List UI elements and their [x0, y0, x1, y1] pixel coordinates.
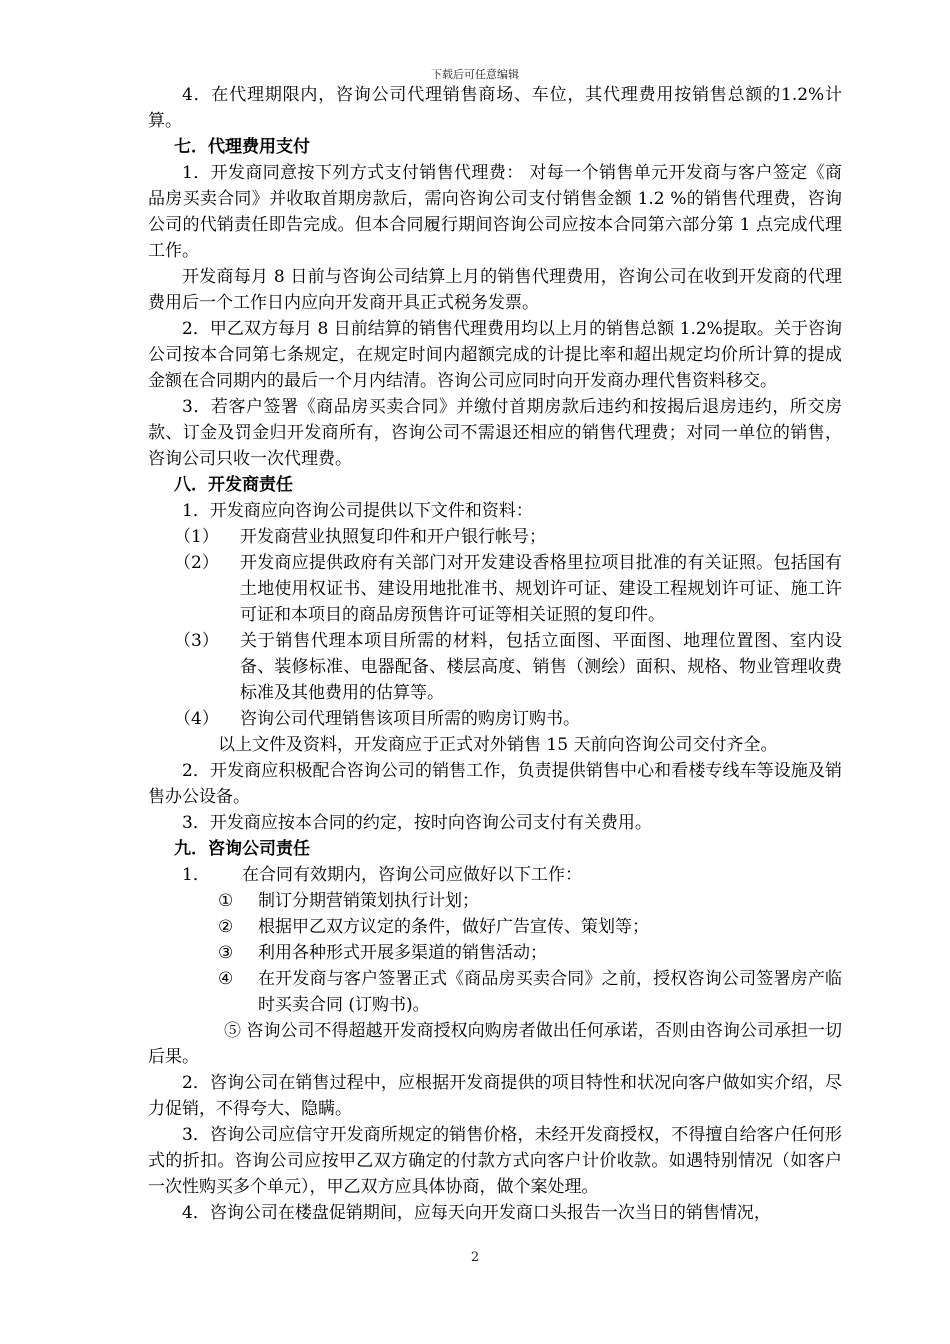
section9-paragraph-4: 4．咨询公司在楼盘促销期间，应每天向开发商口头报告一次当日的销售情况， — [182, 1203, 771, 1223]
section7-heading: 七．代理费用支付 — [174, 137, 310, 157]
section8-note: 以上文件及资料，开发商应于正式对外销售 15 天前向咨询公司交付齐全。 — [218, 735, 778, 755]
list-item-text: 制订分期营销策划执行计划； — [258, 891, 479, 911]
section9-heading: 九．咨询公司责任 — [174, 839, 310, 859]
list-item-text: 利用各种形式开展多渠道的销售活动； — [258, 943, 547, 963]
page-number: 2 — [470, 1250, 480, 1265]
section8-heading: 八．开发商责任 — [174, 475, 293, 495]
list-item — [148, 550, 842, 628]
list-item-number: （2） — [174, 553, 219, 573]
list-item-number: 1． — [182, 865, 210, 885]
list-item-text: 根据甲乙双方议定的条件，做好广告宣传、策划等； — [258, 917, 649, 937]
section7-paragraph-1: 1．开发商同意按下列方式支付销售代理费： 对每一个销售单元开发商与客户签定《商品房买卖合同》并收取首期房款后，需向咨询公司支付销售金额 1.2 %的销售代理费，咨询公司的代销责任即告完成。但本合同履行期间咨询公司应按本合同第六部分第 1 点完成代理工作。 — [148, 163, 842, 261]
section8-paragraph-2: 2．开发商应积极配合咨询公司的销售工作，负责提供销售中心和看楼专线车等设施及销售办公设备。 — [148, 761, 842, 807]
section7-paragraph-1b: 开发商每月 8 日前与咨询公司结算上月的销售代理费用，咨询公司在收到开发商的代理费用后一个工作日内应向开发商开具正式税务发票。 — [148, 267, 842, 313]
list-item-text: 咨询公司代理销售该项目所需的购房订购书。 — [240, 709, 580, 729]
list-item-text: 在合同有效期内，咨询公司应做好以下工作： — [242, 865, 582, 885]
section9-item-1 — [148, 862, 842, 888]
section6-paragraph-4: 4．在代理期限内，咨询公司代理销售商场、车位，其代理费用按销售总额的1.2%计算。 — [148, 85, 842, 131]
section9-paragraph-2: 2．咨询公司在销售过程中，应根据开发商提供的项目特性和状况向客户做如实介绍，尽力促销，不得夸大、隐瞒。 — [148, 1073, 842, 1119]
list-item-number: ① — [218, 891, 234, 911]
list-item-number: （4） — [174, 709, 219, 729]
section7-paragraph-3: 3．若客户签署《商品房买卖合同》并缴付首期房款后违约和按揭后退房违约，所交房款、订金及罚金归开发商所有，咨询公司不需退还相应的销售代理费；对同一单位的销售，咨询公司只收一次代理费。 — [148, 397, 842, 469]
list-item-number: （1） — [174, 527, 219, 547]
section9-paragraph-3: 3．咨询公司应信守开发商所规定的销售价格，未经开发商授权，不得擅自给客户任何形式的折扣。咨询公司应按甲乙双方确定的付款方式向客户计价收款。如遇特别情况（如客户一次性购买多个单元），甲乙双方应具体协商，做个案处理。 — [148, 1125, 842, 1197]
list-item — [148, 940, 842, 966]
list-item-number: ④ — [218, 969, 234, 989]
list-item — [148, 966, 842, 1018]
list-item-text: 开发商营业执照复印件和开户银行帐号； — [240, 527, 546, 547]
list-item — [148, 914, 842, 940]
list-item — [148, 628, 842, 706]
list-item — [148, 888, 842, 914]
list-item-number: ③ — [218, 943, 234, 963]
list-item-text: 开发商应提供政府有关部门对开发建设香格里拉项目批准的有关证照。包括国有土地使用权证书、建设用地批准书、规划许可证、建设工程规划许可证、施工许可证和本项目的商品房预售许可证等相关证照的复印件。 — [240, 553, 842, 625]
list-item-number: （3） — [174, 631, 219, 651]
list-item — [148, 706, 842, 732]
list-item-text: 关于销售代理本项目所需的材料，包括立面图、平面图、地理位置图、室内设备、装修标准、电器配备、楼层高度、销售（测绘）面积、规格、物业管理收费标准及其他费用的估算等。 — [240, 631, 842, 703]
section7-paragraph-2: 2．甲乙双方每月 8 日前结算的销售代理费用均以上月的销售总额 1.2%提取。关于咨询公司按本合同第七条规定，在规定时间内超额完成的计提比率和超出规定均价所计算的提成金额在合同期内的最后一个月内结清。咨询公司应同时向开发商办理代售资料移交。 — [148, 319, 842, 391]
list-item-text: 在开发商与客户签署正式《商品房买卖合同》之前，授权咨询公司签署房产临时买卖合同 (订购书)。 — [258, 969, 842, 1015]
section8-paragraph-3: 3．开发商应按本合同的约定，按时向咨询公司支付有关费用。 — [182, 813, 652, 833]
list-item-number: ② — [218, 917, 234, 937]
document-body — [148, 82, 842, 1226]
section9-item-5: ⑤ 咨询公司不得超越开发商授权向购房者做出任何承诺，否则由咨询公司承担一切后果。 — [148, 1021, 842, 1067]
page-header-note: 下载后可任意编辑 — [431, 68, 519, 81]
section8-paragraph-1: 1．开发商应向咨询公司提供以下文件和资料： — [182, 501, 533, 521]
list-item — [148, 524, 842, 550]
